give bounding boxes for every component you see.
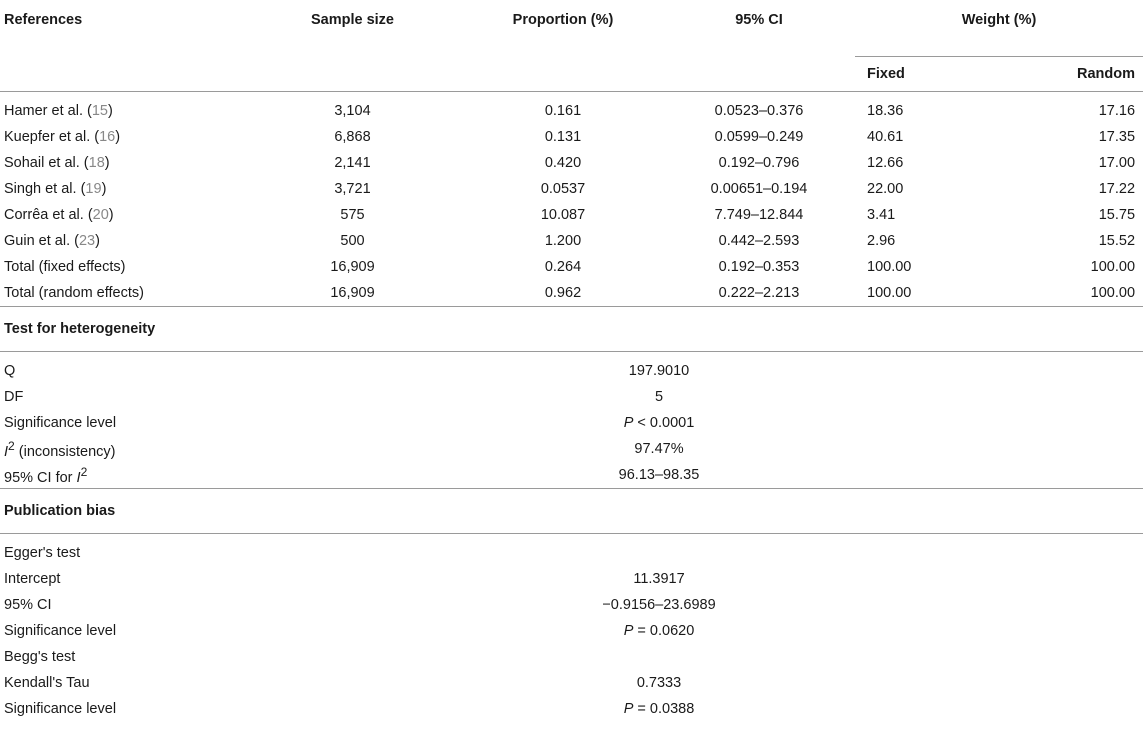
header-references: References — [4, 12, 83, 28]
stat-row — [0, 670, 1143, 696]
stat-row — [0, 358, 1143, 384]
weight-random: 15.75 — [1098, 207, 1136, 223]
study-name: Kuepfer et al. (16) — [4, 129, 121, 145]
section-publication-bias — [0, 489, 1143, 534]
sample-size: 575 — [340, 207, 365, 223]
sample-size: 16,909 — [330, 259, 375, 275]
proportion: 0.0537 — [540, 181, 586, 197]
ci-value: 0.442–2.593 — [718, 233, 800, 249]
study-name: Guin et al. (23) — [4, 233, 100, 249]
table-row — [0, 124, 1143, 150]
stat-value: P = 0.0388 — [623, 701, 695, 717]
weight-fixed: 100.00 — [855, 280, 1003, 307]
stat-label: $I^2$ (inconsistency) — [4, 438, 116, 460]
stat-value: P < 0.0001 — [623, 415, 695, 431]
weight-fixed: 3.41 — [867, 207, 896, 223]
study-name: Corrêa et al. (20) — [4, 207, 114, 223]
proportion: 0.161 — [544, 103, 582, 119]
proportion: 0.264 — [544, 259, 582, 275]
reference-link[interactable]: 18 — [88, 155, 105, 171]
header-ci: 95% CI — [735, 12, 783, 28]
ci-value: 0.222–2.213 — [663, 280, 855, 307]
header-row — [0, 0, 1143, 57]
proportion: 1.200 — [544, 233, 582, 249]
stat-label: 95% CI for $I^2$ — [0, 462, 242, 489]
stat-value: 0.7333 — [636, 675, 682, 691]
proportion: 0.420 — [544, 155, 582, 171]
study-name: Singh et al. (19) — [4, 181, 107, 197]
stat-row — [0, 384, 1143, 410]
proportion: 0.962 — [463, 280, 663, 307]
stat-value: 96.13–98.35 — [463, 462, 855, 489]
weight-fixed: 2.96 — [867, 233, 896, 249]
sample-size: 3,104 — [334, 103, 371, 119]
stat-value: 197.9010 — [628, 363, 690, 379]
stat-label: Begg's test — [4, 649, 76, 665]
table-row — [0, 98, 1143, 124]
stat-label: Kendall's Tau — [4, 675, 90, 691]
proportion: 0.131 — [544, 129, 582, 145]
table-row-total — [0, 280, 1143, 307]
stat-value: −0.9156–23.6989 — [602, 597, 716, 613]
total-label: Total (fixed effects) — [4, 259, 126, 275]
weight-fixed: 40.61 — [867, 129, 904, 145]
section-title: Test for heterogeneity — [0, 307, 1143, 352]
sample-size: 500 — [340, 233, 365, 249]
ci-value: 0.00651–0.194 — [710, 181, 808, 197]
stat-label: 95% CI — [4, 597, 52, 613]
proportion: 10.087 — [540, 207, 586, 223]
stat-value: P = 0.0620 — [623, 623, 695, 639]
section-title: Publication bias — [0, 489, 1143, 534]
stat-label: Significance level — [4, 623, 117, 639]
table-row — [0, 228, 1143, 254]
stat-row — [0, 618, 1143, 644]
reference-link[interactable]: 15 — [91, 103, 108, 119]
stat-label: Significance level — [4, 701, 117, 717]
header-fixed: Fixed — [855, 57, 1003, 92]
table-row-total — [0, 254, 1143, 280]
subheader-row — [0, 57, 1143, 92]
header-weight: Weight (%) — [855, 0, 1143, 57]
weight-random: 100.00 — [1003, 280, 1143, 307]
stat-row — [0, 566, 1143, 592]
sample-size: 16,909 — [242, 280, 463, 307]
sample-size: 6,868 — [334, 129, 371, 145]
weight-fixed: 18.36 — [867, 103, 904, 119]
table-row — [0, 176, 1143, 202]
stat-row — [0, 436, 1143, 462]
ci-value: 0.192–0.796 — [718, 155, 800, 171]
weight-fixed: 100.00 — [867, 259, 912, 275]
stat-row — [0, 540, 1143, 566]
weight-random: 17.16 — [1098, 103, 1136, 119]
weight-fixed: 12.66 — [867, 155, 904, 171]
stat-label: DF — [4, 389, 24, 405]
table-row — [0, 150, 1143, 176]
stat-value: 97.47% — [634, 441, 684, 457]
sample-size: 2,141 — [334, 155, 371, 171]
weight-random: 17.00 — [1098, 155, 1136, 171]
table-row — [0, 202, 1143, 228]
sample-size: 3,721 — [334, 181, 371, 197]
stat-label: Significance level — [4, 415, 117, 431]
study-name: Hamer et al. (15) — [4, 103, 113, 119]
ci-value: 7.749–12.844 — [714, 207, 804, 223]
weight-random: 15.52 — [1098, 233, 1136, 249]
stat-label: Q — [4, 363, 16, 379]
weight-random: 17.22 — [1098, 181, 1136, 197]
stat-value: 5 — [654, 389, 664, 405]
weight-random: 17.35 — [1098, 129, 1136, 145]
stat-row — [0, 410, 1143, 436]
stat-label: Intercept — [4, 571, 61, 587]
stat-row — [0, 462, 1143, 489]
weight-random: 100.00 — [1090, 259, 1136, 275]
reference-link[interactable]: 23 — [78, 233, 96, 249]
ci-value: 0.0523–0.376 — [714, 103, 804, 119]
reference-link[interactable]: 20 — [92, 207, 109, 223]
weight-fixed: 22.00 — [867, 181, 904, 197]
stat-row — [0, 592, 1143, 618]
ci-value: 0.0599–0.249 — [714, 129, 804, 145]
section-heterogeneity — [0, 307, 1143, 352]
header-random: Random — [1003, 57, 1143, 92]
header-sample-size: Sample size — [310, 12, 394, 28]
ci-value: 0.192–0.353 — [718, 259, 800, 275]
reference-link[interactable]: 19 — [85, 181, 102, 197]
reference-link[interactable]: 16 — [99, 129, 116, 145]
header-proportion: Proportion (%) — [512, 12, 614, 28]
stat-value: 11.3917 — [633, 571, 685, 587]
total-label: Total (random effects) — [0, 280, 242, 307]
stat-row — [0, 696, 1143, 722]
stat-row — [0, 644, 1143, 670]
study-name: Sohail et al. (18) — [4, 155, 110, 171]
stat-label: Egger's test — [4, 545, 81, 561]
